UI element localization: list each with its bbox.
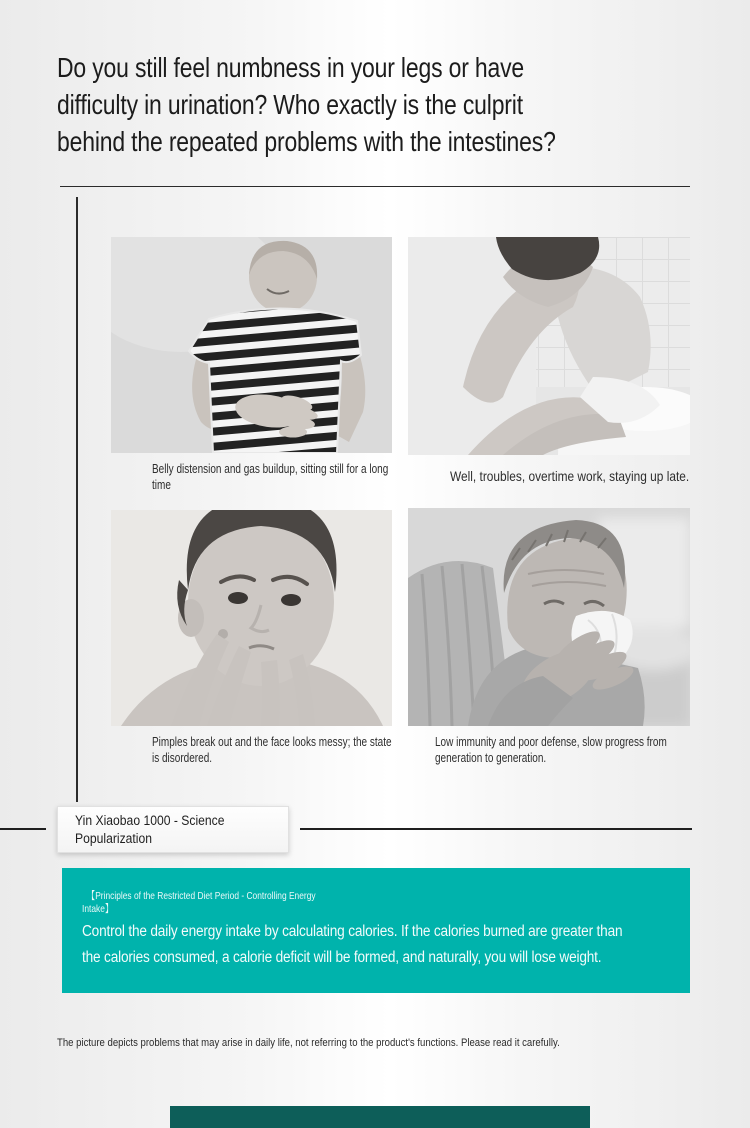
info-heading-line: Intake】 bbox=[82, 903, 114, 915]
next-section-bar bbox=[170, 1106, 590, 1128]
photo-pimples bbox=[111, 510, 392, 726]
divider-line bbox=[60, 186, 690, 187]
photo-caption bbox=[152, 734, 451, 766]
photo-toilet-troubles bbox=[408, 237, 690, 455]
info-box bbox=[62, 868, 690, 993]
info-box-heading bbox=[82, 890, 374, 916]
photo-low-immunity bbox=[408, 508, 690, 726]
caption-line: is disordered. bbox=[152, 751, 213, 765]
info-body-line: the calories consumed, a calorie deficit will be formed, and naturally, you will lose weight. bbox=[82, 949, 602, 966]
divider-line bbox=[300, 828, 692, 830]
caption-line: Low immunity and poor defense, slow progress from bbox=[435, 735, 667, 749]
page-title-line: difficulty in urination? Who exactly is the culprit bbox=[57, 89, 523, 120]
section-label-line: Yin Xiaobao 1000 - Science bbox=[75, 813, 225, 828]
photo-caption bbox=[450, 468, 731, 484]
info-box-body bbox=[82, 919, 696, 971]
section-label bbox=[57, 806, 289, 853]
photo-caption bbox=[435, 734, 725, 766]
photo-belly-distension bbox=[111, 237, 392, 453]
disclaimer-text: The picture depicts problems that may arise in daily life, not referring to the product's functions. Please read it carefully. bbox=[57, 1037, 560, 1049]
page-title-line: behind the repeated problems with the intestines? bbox=[57, 126, 556, 157]
photo-caption bbox=[152, 461, 447, 493]
page-title bbox=[57, 49, 665, 160]
caption-line: time bbox=[152, 478, 171, 492]
info-body-line: Control the daily energy intake by calculating calories. If the calories burned are greater than bbox=[82, 923, 623, 940]
caption-line: Well, troubles, overtime work, staying up late. bbox=[450, 468, 690, 484]
page-title-line: Do you still feel numbness in your legs or have bbox=[57, 52, 525, 83]
vertical-accent-line bbox=[76, 197, 78, 802]
info-heading-line: 【Principles of the Restricted Diet Period - Controlling Energy bbox=[86, 890, 316, 902]
caption-line: Belly distension and gas buildup, sitting still for a long bbox=[152, 462, 389, 476]
caption-line: Pimples break out and the face looks messy; the state bbox=[152, 735, 392, 749]
caption-line: generation to generation. bbox=[435, 751, 547, 765]
divider-line bbox=[0, 828, 46, 830]
section-label-line: Popularization bbox=[75, 831, 153, 846]
